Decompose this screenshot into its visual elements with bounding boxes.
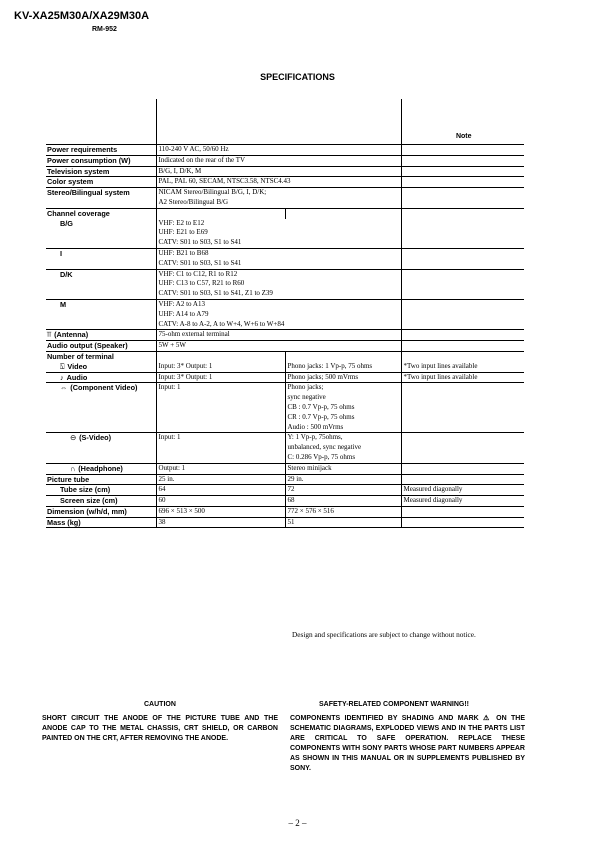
spec-detail: Phono jacks; 500 mVrms: [285, 372, 401, 383]
spec-value: 38: [156, 517, 285, 528]
spec-label: Power requirements: [47, 145, 118, 154]
spec-detail: 772 × 576 × 516: [285, 506, 401, 517]
component-video-icon: ⇔: [60, 383, 68, 393]
spec-detail: Phono jacks: 1 Vp-p, 75 ohms: [285, 362, 401, 372]
safety-warning-text: COMPONENTS IDENTIFIED BY SHADING AND MARK ⚠ ON THE SCHEMATIC DIAGRAMS, EXPLODED VIEWS AND IN THE PARTS LIST ARE CRITICAL TO SAFE OPERATION. REPLACE THESE COMPONENTS WITH SONY PARTS WHOSE PART NUMBERS APPEAR AS SHOWN IN THIS MANUAL OR IN SUPPLEMENTS PUBLISHED BY SONY.: [290, 715, 525, 772]
spec-label: Television system: [47, 166, 110, 176]
spec-row: [46, 463, 524, 474]
spec-row: [46, 433, 524, 463]
s-video-icon: ⊖: [70, 433, 77, 443]
spec-row: [46, 517, 524, 528]
spec-label: Number of terminal: [47, 351, 114, 361]
spec-detail: 68: [285, 496, 401, 507]
spec-row: [46, 474, 524, 485]
spec-value: 75-ohm external terminal: [156, 330, 401, 341]
spec-row: [46, 248, 524, 269]
spec-label: (Component Video): [70, 383, 138, 393]
spec-label: Channel coverage: [47, 208, 110, 218]
specifications-table: [46, 99, 524, 528]
page-title: SPECIFICATIONS: [260, 72, 335, 82]
spec-value: B/G, I, D/K, M: [156, 166, 401, 177]
spec-label: Picture tube: [47, 474, 90, 484]
spec-row: [46, 330, 524, 341]
spec-row: [46, 208, 524, 218]
spec-value: VHF: A2 to A13 UHF: A14 to A79 CATV: A-8 to A-2, A to W+4, W+6 to W+84: [156, 299, 401, 329]
spec-value: Input: 3* Output: 1: [156, 372, 285, 383]
spec-label: D/K: [60, 269, 73, 279]
spec-detail: 51: [285, 517, 401, 528]
spec-label: Video: [67, 361, 88, 371]
spec-row: [46, 166, 524, 177]
spec-value: 696 × 513 × 500: [156, 506, 285, 517]
spec-label: B/G: [60, 218, 73, 228]
spec-row: [46, 341, 524, 352]
spec-row: [46, 485, 524, 496]
video-icon: ⍂: [60, 361, 65, 371]
spec-note: Measured diagonally: [401, 496, 524, 507]
remote-code: RM-952: [92, 26, 117, 33]
spec-label: Tube size (cm): [60, 485, 111, 495]
spec-note: *Two input lines available: [401, 372, 524, 383]
spec-row: [46, 145, 524, 156]
spec-label: (Antenna): [54, 330, 89, 340]
antenna-icon: ⫪: [47, 330, 52, 340]
spec-row: [46, 269, 524, 299]
spec-label: Audio output (Speaker): [47, 341, 128, 351]
spec-note: *Two input lines available: [401, 362, 524, 372]
spec-row: [46, 219, 524, 249]
spec-row: [46, 372, 524, 383]
spec-label: (Headphone): [78, 463, 123, 473]
spec-row: [46, 351, 524, 361]
spec-detail: 29 in.: [285, 474, 401, 485]
audio-icon: ♪: [60, 372, 64, 382]
headphone-icon: ∩: [70, 463, 76, 473]
caution-text: SHORT CIRCUIT THE ANODE OF THE PICTURE TUBE AND THE ANODE CAP TO THE METAL CHASSIS, CRT SHIELD, OR CARBON PAINTED ON THE CRT, AFTER REMOVING THE ANODE.: [42, 715, 278, 742]
spec-label: Mass (kg): [47, 517, 81, 527]
spec-note: Measured diagonally: [401, 485, 524, 496]
spec-row: [46, 496, 524, 507]
spec-value: Input: 3* Output: 1: [156, 362, 285, 372]
spec-value: Input: 1: [156, 433, 285, 463]
spec-value: 25 in.: [156, 474, 285, 485]
spec-value: VHF: C1 to C12, R1 to R12 UHF: C13 to C57, R21 to R60 CATV: S01 to S03, S1 to S41, Z1 to Z39: [156, 269, 401, 299]
spec-value: 110-240 V AC, 50/60 Hz: [156, 145, 401, 156]
note-column-header: Note: [401, 99, 524, 145]
spec-label: Screen size (cm): [60, 496, 118, 506]
table-header-row: [46, 99, 524, 145]
change-notice: Design and specifications are subject to change without notice.: [292, 630, 476, 639]
spec-row: [46, 177, 524, 188]
spec-row: [46, 383, 524, 433]
spec-value: PAL, PAL 60, SECAM, NTSC3.58, NTSC4.43: [156, 177, 401, 188]
spec-label: Audio: [66, 372, 88, 382]
spec-value: Indicated on the rear of the TV: [156, 155, 401, 166]
spec-row: [46, 362, 524, 372]
spec-value: UHF: B21 to B68 CATV: S01 to S03, S1 to S41: [156, 248, 401, 269]
spec-value: Input: 1: [156, 383, 285, 433]
spec-row: [46, 188, 524, 209]
spec-label: I: [60, 248, 63, 258]
spec-detail: Stereo minijack: [285, 463, 401, 474]
spec-row: [46, 506, 524, 517]
spec-label: Dimension (w/h/d, mm): [47, 506, 127, 516]
spec-value: VHF: E2 to E12 UHF: E21 to E69 CATV: S01 to S03, S1 to S41: [156, 219, 401, 249]
spec-detail: Phono jacks; sync negative CB : 0.7 Vp-p, 75 ohms CR : 0.7 Vp-p, 75 ohms Audio : 500 mVrms: [285, 383, 401, 433]
spec-value: 60: [156, 496, 285, 507]
spec-value: 64: [156, 485, 285, 496]
model-number: KV-XA25M30A/XA29M30A: [14, 10, 150, 22]
spec-value: Output: 1: [156, 463, 285, 474]
caution-title: CAUTION: [144, 701, 176, 708]
spec-label: (S-Video): [79, 433, 112, 443]
spec-label: M: [60, 299, 67, 309]
spec-label: Stereo/Bilingual system: [47, 188, 130, 198]
spec-detail: Y: 1 Vp-p, 75ohms, unbalanced, sync negative C: 0.286 Vp-p, 75 ohms: [285, 433, 401, 463]
safety-warning-title: SAFETY-RELATED COMPONENT WARNING!!: [319, 701, 469, 708]
spec-value: 5W + 5W: [156, 341, 401, 352]
spec-row: [46, 299, 524, 329]
page-number: – 2 –: [288, 818, 307, 828]
spec-label: Color system: [47, 177, 94, 187]
spec-label: Power consumption (W): [47, 155, 131, 165]
spec-row: [46, 155, 524, 166]
spec-value: NICAM Stereo/Bilingual B/G, I, D/K; A2 Stereo/Bilingual B/G: [156, 188, 401, 209]
spec-detail: 72: [285, 485, 401, 496]
